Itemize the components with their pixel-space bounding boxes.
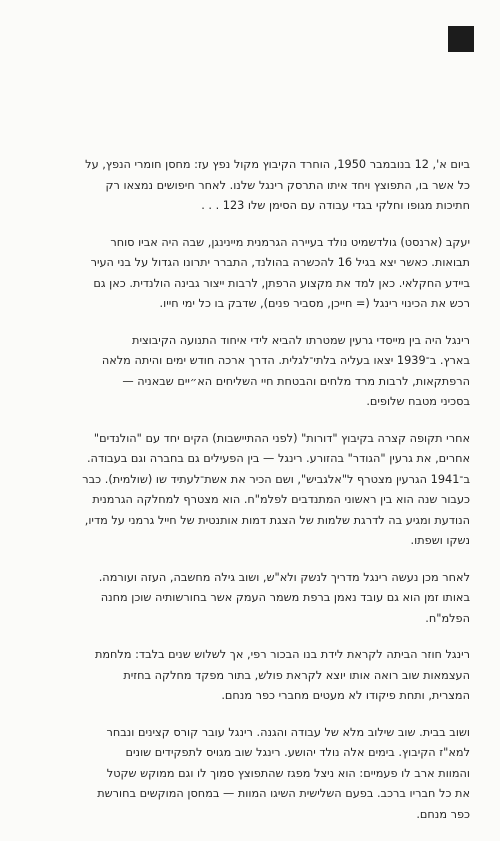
text-line: ביידע החקלאי. כאן למד את מקצוע הרפתן, לרבות ייצור גבינה הולנדית. כאן גם xyxy=(93,276,470,290)
text-line: לאחר מכן נעשה רינגל מדריך לנשק ולא"ש, ושוב גילה מחשבה, העזה ועורמה. xyxy=(98,570,470,584)
text-line: כפר מנחם. xyxy=(416,807,470,821)
text-line: הפלמ"ח. xyxy=(425,611,470,625)
text-line: נשקו ושפתו. xyxy=(410,534,470,547)
text-line: העצמאות שוב רואה אותו יוצא לקראת פולש, בתור מפקד מחלקה בחזית xyxy=(123,668,470,682)
text-line: והמוות ארב לו פעמיים: הוא ניצל מפגז שהתפוצץ סמוך לו וגם ממוקש שקטל xyxy=(106,766,470,780)
paragraph-war xyxy=(32,645,470,707)
paragraph-instructor xyxy=(32,568,470,630)
text-line: ושוב בבית. שוב שילוב מלא של עבודה והגנה. רינגל עובר קורס קצינים ונבחר xyxy=(106,725,470,739)
text-line: חתיכות מגופו וחלקי בגדי עבודה עם הסימן שלו 123 . . . xyxy=(201,199,470,212)
corner-black-square xyxy=(448,26,474,52)
text-line: הנודעת ומגיע בה לדרגת שלמות של הצגת דמות אותנטית של חייל גרמני על מדיו, xyxy=(84,513,470,527)
paragraph-final xyxy=(32,723,470,826)
paragraph-explosion xyxy=(32,155,470,217)
text-line: בארץ. ב־1939 יצאו בעליה בלתי־לגלית. הדרך ארכה חודש ימים והיתה מלאה xyxy=(101,354,470,367)
text-line: את כל חבריו ברכב. בפעם השלישית השיגו המוות — במחסן המוקשים בחורשת xyxy=(97,787,470,800)
text-line: בסכיני מטבח שלופים. xyxy=(366,395,470,408)
memorial-text xyxy=(32,155,470,841)
text-line: אחרים, את גרעין "הגודר" בהזורע. רינגל — בין הפעילים גם בחברה וגם בעבודה. xyxy=(86,452,470,465)
text-line: הרפתקאות, לרבות מרד מלחים והבטחת חיי השליחים הא״יים שבאניה — xyxy=(122,374,470,388)
text-line: תבואות. כאשר יצא בגיל 16 להכשרה בהולנד, התברר יתרונו הגדול על בני העיר xyxy=(90,256,470,269)
text-line: רכש את הכינוי רינגל (= חייכן, מסביר פנים), שדבק בו כל ימי חייו. xyxy=(159,297,470,310)
text-line: ב־1941 הגרעין מצטרף ל"אלגביש", ושם הכיר את אשת־לעתיד שו (שולמית). כבר xyxy=(82,472,470,486)
text-line: יעקב (ארנסט) גולדשמיט נולד בעיירה הגרמנית מיינינגן, שבה היה אביו סוחר xyxy=(110,235,470,249)
text-line: רינגל היה בין מייסדי גרעין שמטרתו להביא לידי איחוד התנועה הקיבוצית xyxy=(132,333,470,347)
text-line: באותו זמן הוא גם עובד נאמן ברפת משמר העמק אשר בחורשותיה שוכן מחנה xyxy=(100,591,470,604)
paragraph-immigration xyxy=(32,331,470,413)
text-line: למא"ז הקיבוץ. בימים אלה נולד יהושע. רינגל שוב מגויס לתפקידים שונים xyxy=(125,746,470,759)
text-line: אחרי תקופה קצרה בקיבוץ "דורות" (לפני ההתיישבות) הקים יחד עם "הולנדים" xyxy=(93,431,470,445)
paragraph-palmach xyxy=(32,429,470,552)
text-line: המצרית, ותחת פיקודו לא מעטים מחברי כפר מנחם. xyxy=(221,689,470,702)
text-line: ביום א', 12 בנובמבר 1950, הוחרד הקיבוץ מקול נפץ עז: מחסן חומרי הנפץ, על xyxy=(85,158,470,171)
paragraph-biography xyxy=(32,233,470,315)
text-line: כעבור שנה הוא בין ראשוני המתנדבים לפלמ"ח. הוא מצטרף למחלקה הגרמנית xyxy=(92,493,470,506)
text-line: רינגל חוזר הביתה לקראת לידת בנו הבכור רפי, אך לשלוש שנים בלבד: מלחמת xyxy=(94,648,470,661)
text-line: כל אשר בו, התפוצץ ויחד איתו התרסק רינגל שלנו. לאחר חיפושים נמצאו רק xyxy=(105,178,470,192)
